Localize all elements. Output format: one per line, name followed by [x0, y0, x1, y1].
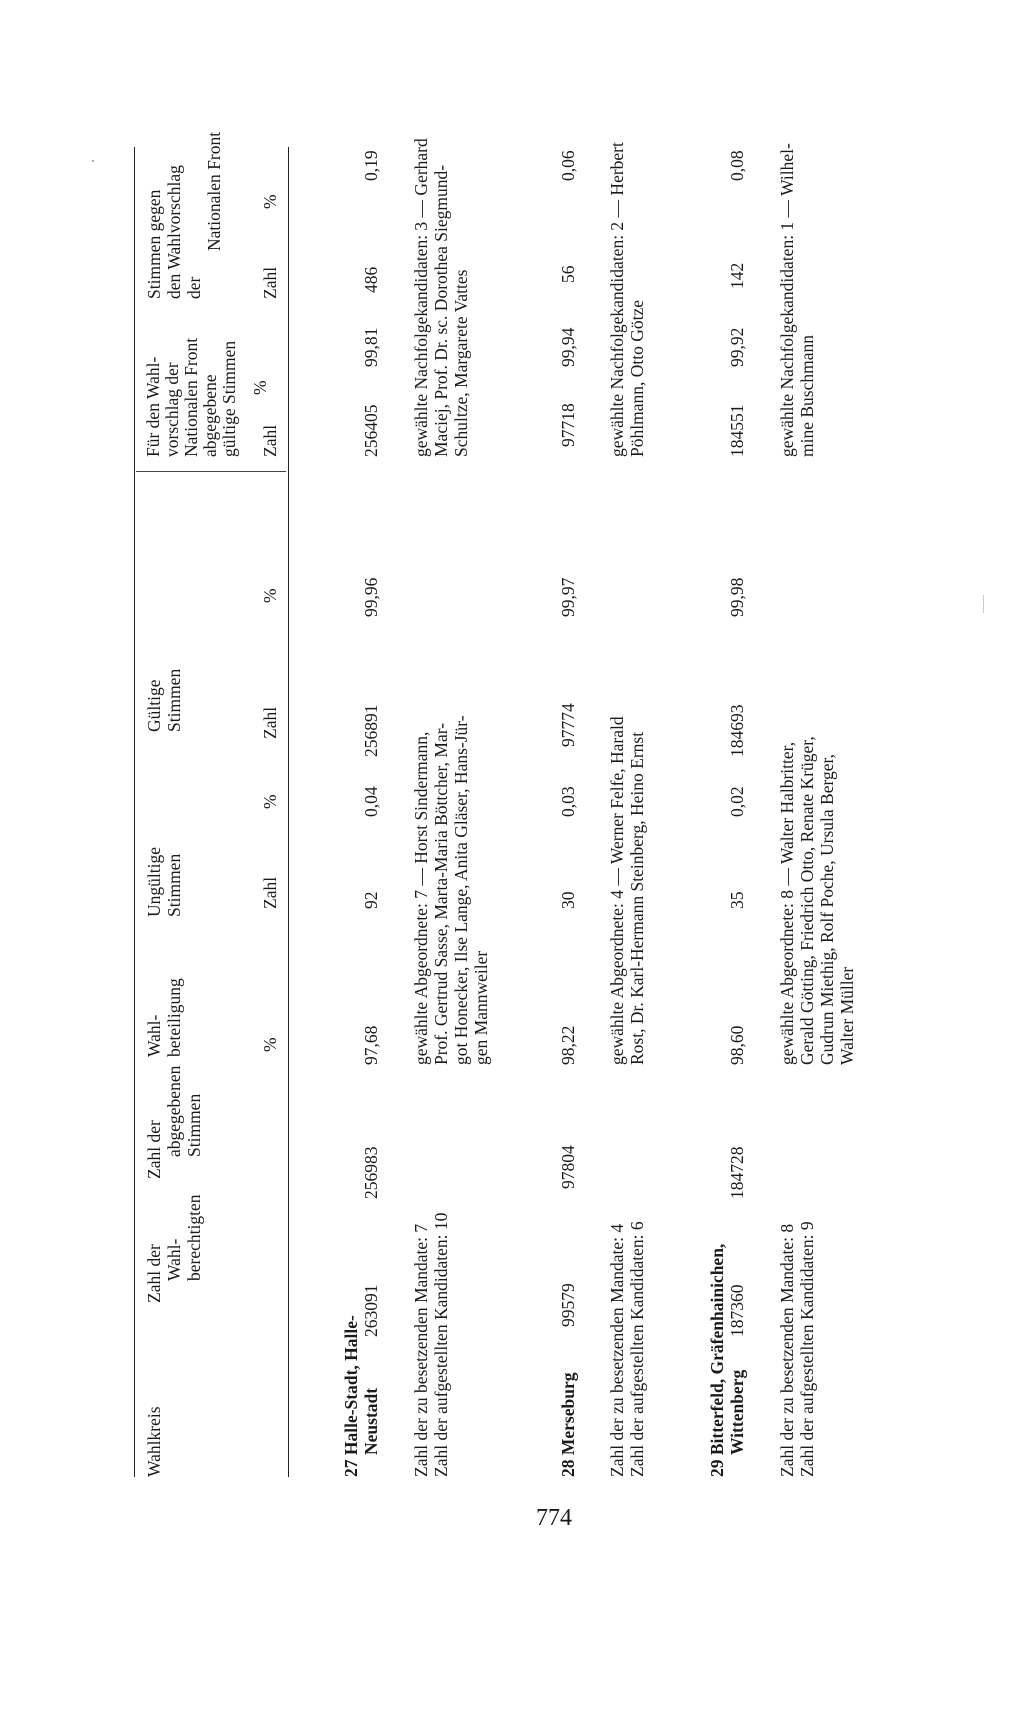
- value-ungueltig-zahl: 30: [558, 891, 578, 909]
- value-berechtigte: 187360: [727, 1284, 747, 1337]
- successor-candidates: gewählte Nachfolgekandidaten: 3 — Gerhard Maciej, Prof. Dr. sc. Dorothea Siegmund- Schultze, Margarete Vattes: [411, 138, 471, 457]
- value-gegen-zahl: 486: [361, 266, 381, 293]
- page-number: 774: [536, 1505, 572, 1531]
- header-beteiligung: Wahl- beteiligung: [144, 978, 184, 1057]
- mandate-info: Zahl der zu besetzenden Mandate: 8 Zahl der aufgestellten Kandidaten: 9: [777, 1221, 817, 1477]
- header-ungueltige: Ungültige Stimmen: [144, 847, 184, 917]
- value-gueltig-pct: 99,98: [727, 577, 747, 617]
- value-beteiligung: 98,60: [727, 1025, 747, 1065]
- value-beteiligung: 98,22: [558, 1025, 578, 1065]
- successor-candidates: gewählte Nachfolgekandidaten: 2 — Herbert Pöhlmann, Otto Götze: [607, 142, 647, 457]
- value-gueltig-pct: 99,96: [361, 577, 381, 617]
- value-abgegebene: 256983: [361, 1146, 381, 1199]
- district-name: 29 Bitterfeld, Gräfenhainichen, Wittenberg: [707, 1243, 747, 1477]
- header-wahlkreis: Wahlkreis: [144, 1406, 164, 1477]
- print-speck: [983, 595, 984, 613]
- header-gegen-zahl: Zahl: [260, 266, 280, 299]
- value-ungueltig-zahl: 35: [727, 891, 747, 909]
- value-abgegebene: 184728: [727, 1146, 747, 1199]
- mandate-info: Zahl der zu besetzenden Mandate: 7 Zahl der aufgestellten Kandidaten: 10: [411, 1212, 451, 1477]
- successor-candidates: gewählte Nachfolgekandidaten: 1 — Wilhel- mine Buschmann: [777, 143, 817, 457]
- value-fuer-zahl: 184551: [727, 404, 747, 457]
- elected-deputies: gewählte Abgeordnete: 4 — Werner Felfe, Harald Rost, Dr. Karl-Hermann Steinberg, Heino Ernst: [607, 716, 647, 1065]
- value-ungueltig-pct: 0,02: [727, 786, 747, 817]
- elected-deputies: gewählte Abgeordnete: 8 — Walter Halbritter, Gerald Götting, Friedrich Otto, Renate Krüger, Gudrun Miethig, Rolf Poche, Ursula Berger, Walter Müller: [777, 736, 857, 1065]
- elected-deputies: gewählte Abgeordnete: 7 — Horst Sindermann, Prof. Gertrud Sasse, Marta-Maria Böttcher, Mar- got Honecker, Ilse Lange, Anita Gläser, Hans-Jür- gen Mannweiler: [411, 715, 491, 1065]
- header-ungueltige-pct: %: [260, 794, 280, 809]
- value-gegen-zahl: 142: [727, 262, 747, 289]
- header-gueltige-pct: %: [260, 588, 280, 603]
- value-gueltig-zahl: 97774: [558, 703, 578, 747]
- header-fuer-zahl: Zahl: [260, 424, 280, 457]
- rotated-election-table: [134, 131, 857, 1477]
- value-gegen-pct: 0,19: [361, 150, 381, 181]
- header-gegen-pct: %: [260, 194, 280, 209]
- value-gueltig-pct: 99,97: [558, 577, 578, 617]
- value-fuer-zahl: 97718: [558, 403, 578, 447]
- value-beteiligung: 97,68: [361, 1025, 381, 1065]
- column-divider: [136, 471, 286, 472]
- print-speck: [92, 160, 94, 162]
- mandate-info: Zahl der zu besetzenden Mandate: 4 Zahl der aufgestellten Kandidaten: 6: [607, 1221, 647, 1477]
- district-name: 28 Merseburg: [558, 1372, 578, 1477]
- header-beteiligung-pct: %: [260, 1037, 280, 1052]
- value-berechtigte: 263091: [361, 1284, 381, 1337]
- table-top-rule: [134, 147, 135, 1477]
- value-gegen-pct: 0,06: [558, 150, 578, 181]
- header-gueltige-zahl: Zahl: [260, 706, 280, 739]
- value-fuer-zahl: 256405: [361, 404, 381, 457]
- header-berechtigte: Zahl der Wahl- berechtigten: [144, 1194, 204, 1303]
- value-gueltig-zahl: 256891: [361, 704, 381, 757]
- header-gegen: Stimmen gegen den Wahlvorschlag der Nationalen Front: [144, 131, 224, 299]
- value-gegen-zahl: 56: [558, 265, 578, 283]
- value-gueltig-zahl: 184693: [727, 704, 747, 757]
- value-ungueltig-pct: 0,03: [558, 786, 578, 817]
- district-name: 27 Halle-Stadt, Halle- Neustadt: [341, 1315, 381, 1477]
- header-ungueltige-zahl: Zahl: [260, 876, 280, 909]
- value-ungueltig-zahl: 92: [361, 891, 381, 909]
- header-fuer-pct: %: [250, 380, 270, 395]
- header-gueltige: Gültige Stimmen: [144, 668, 184, 732]
- header-fuer: Für den Wahl- vorschlag der Nationalen Front abgegebene gültige Stimmen: [143, 337, 239, 457]
- value-fuer-pct: 99,94: [558, 327, 578, 367]
- value-abgegebene: 97804: [558, 1145, 578, 1189]
- header-bottom-rule: [288, 147, 289, 1477]
- header-abgegebene: Zahl der abgegebenen Stimmen: [144, 1065, 204, 1179]
- value-berechtigte: 99579: [558, 1283, 578, 1327]
- value-fuer-pct: 99,81: [361, 327, 381, 367]
- value-ungueltig-pct: 0,04: [361, 786, 381, 817]
- value-fuer-pct: 99,92: [727, 327, 747, 367]
- value-gegen-pct: 0,08: [727, 150, 747, 181]
